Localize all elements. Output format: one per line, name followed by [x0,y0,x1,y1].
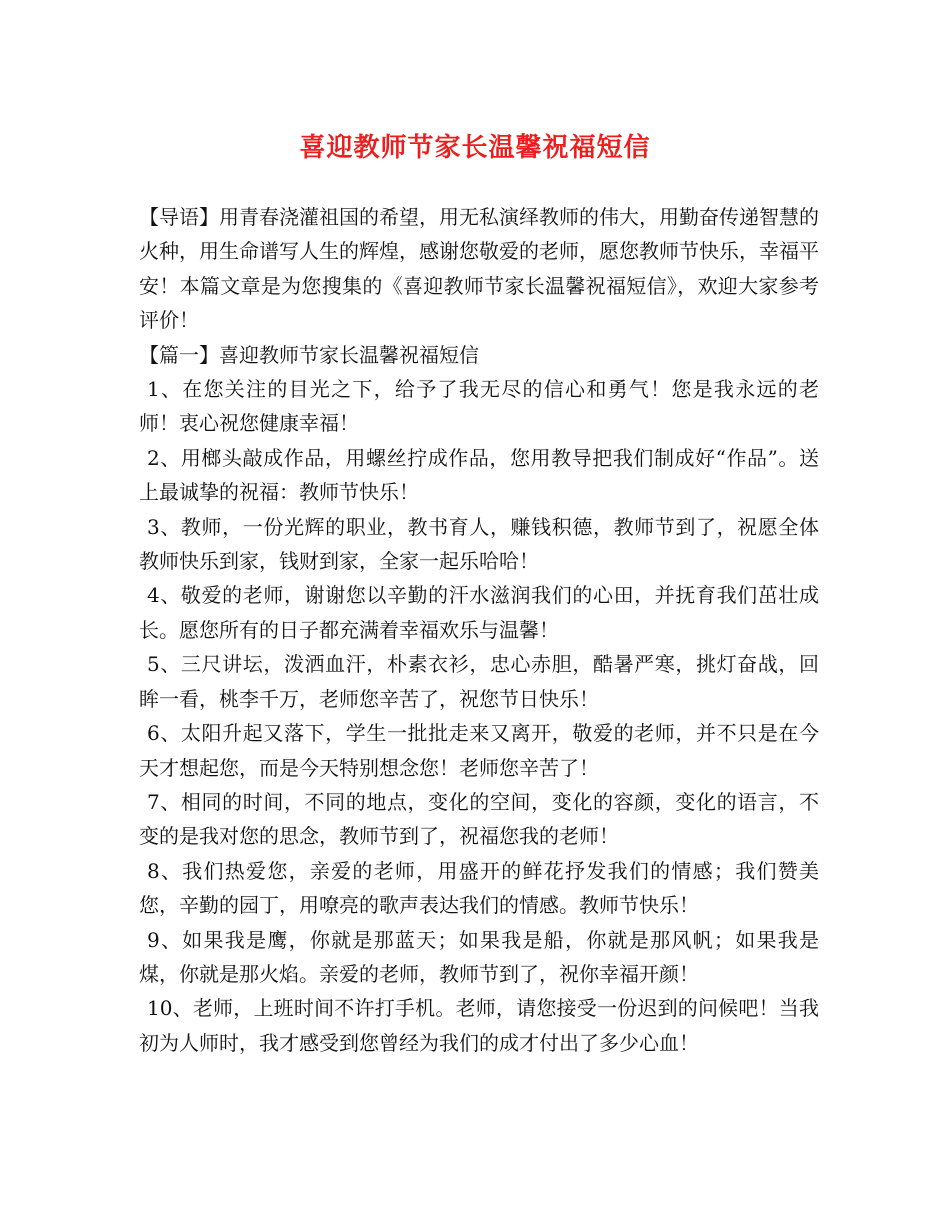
list-item: 1、在您关注的目光之下，给予了我无尽的信心和勇气！您是我永远的老师！衷心祝您健康幸福！ [139,377,819,436]
list-item: 5、三尺讲坛，泼洒血汗，朴素衣衫，忠心赤胆，酷暑严寒，挑灯奋战，回眸一看，桃李千万，老师您辛苦了，祝您节日快乐！ [139,652,819,711]
list-item: 7、相同的时间，不同的地点，变化的空间，变化的容颜，变化的语言，不变的是我对您的思念，教师节到了，祝福您我的老师！ [139,789,819,849]
list-item: 8、我们热爱您，亲爱的老师，用盛开的鲜花抒发我们的情感；我们赞美您，辛勤的园丁，用嘹亮的歌声表达我们的情感。教师节快乐！ [139,858,819,918]
intro-paragraph: 【导语】用青春浇灌祖国的希望，用无私演绎教师的伟大，用勤奋传递智慧的火种，用生命谱写人生的辉煌，感谢您敬爱的老师，愿您教师节快乐，幸福平安！本篇文章是为您搜集的《喜迎教师节家长温馨祝福短信》，欢迎大家参考评价！ [139,205,819,333]
list-item: 9、如果我是鹰，你就是那蓝天；如果我是船，你就是那风帆；如果我是煤，你就是那火焰。亲爱的老师，教师节到了，祝你幸福开颜！ [139,927,819,986]
section-heading: 【篇一】喜迎教师节家长温馨祝福短信 [139,342,479,367]
list-item: 4、敬爱的老师，谢谢您以辛勤的汗水滋润我们的心田，并抚育我们茁壮成长。愿您所有的日子都充满着幸福欢乐与温馨！ [139,583,819,642]
list-item: 3、教师，一份光辉的职业，教书育人，赚钱积德，教师节到了，祝愿全体教师快乐到家，钱财到家，全家一起乐哈哈！ [139,514,819,574]
list-item: 6、太阳升起又落下，学生一批批走来又离开，敬爱的老师，并不只是在今天才想起您，而是今天特别想念您！老师您辛苦了！ [139,721,819,780]
list-item: 10、老师，上班时间不许打手机。老师，请您接受一份迟到的问候吧！当我初为人师时，我才感受到您曾经为我们的成才付出了多少心血！ [139,996,819,1055]
document-body [139,200,819,1060]
document-title: 喜迎教师节家长温馨祝福短信 [299,133,651,163]
list-item: 2、用榔头敲成作品，用螺丝拧成作品，您用教导把我们制成好“作品”。送上最诚挚的祝福：教师节快乐！ [139,445,819,505]
